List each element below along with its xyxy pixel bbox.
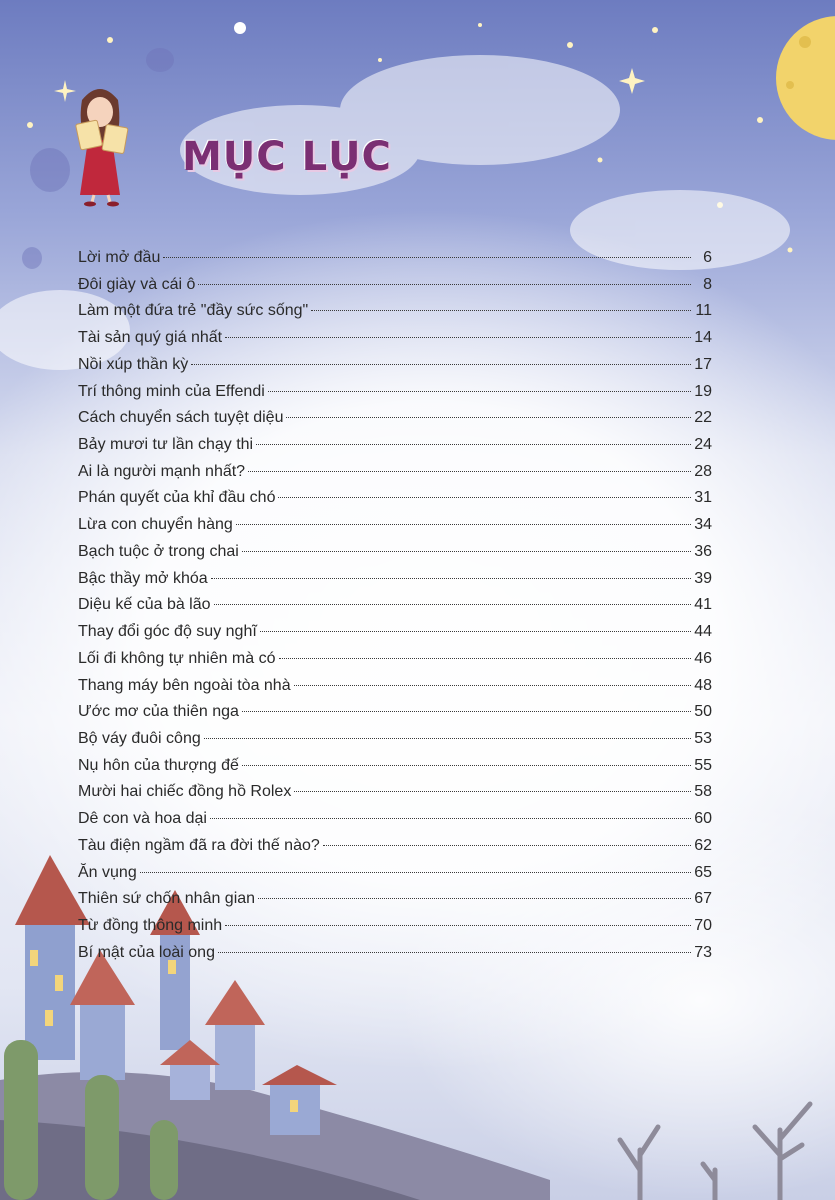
toc-entry-page: 24	[694, 436, 712, 454]
toc-entry-title: Tài sản quý giá nhất	[78, 329, 223, 347]
toc-entry	[78, 276, 712, 303]
toc-entry	[78, 703, 712, 730]
toc-entry-page: 14	[694, 329, 712, 347]
toc-entry-page: 11	[695, 302, 712, 320]
toc-entry	[78, 356, 712, 383]
toc-entry-page: 41	[694, 596, 712, 614]
toc-entry-title: Trí thông minh của Effendi	[78, 382, 265, 400]
toc-entry	[78, 810, 712, 837]
toc-entry-title: Đôi giày và cái ô	[78, 275, 196, 293]
toc-leader-dots	[163, 257, 691, 258]
toc-leader-dots	[256, 444, 691, 445]
toc-leader-dots	[198, 284, 691, 285]
toc-entry-page: 39	[694, 569, 712, 587]
toc-leader-dots	[278, 497, 691, 498]
girl-illustration	[76, 89, 129, 207]
toc-entry-page: 73	[694, 943, 712, 961]
toc-leader-dots	[260, 631, 691, 632]
toc-entry	[78, 329, 712, 356]
toc-entry	[78, 249, 712, 276]
toc-entry	[78, 677, 712, 704]
toc-leader-dots	[294, 791, 691, 792]
toc-entry-page: 62	[694, 836, 712, 854]
toc-entry-title: Ăn vụng	[78, 863, 137, 881]
toc-entry-page: 6	[703, 249, 712, 266]
toc-entry	[78, 890, 712, 917]
toc-entry-title: Ước mơ của thiên nga	[78, 703, 239, 721]
toc-entry-page: 28	[694, 462, 712, 480]
toc-entry-title: Nồi xúp thần kỳ	[78, 355, 189, 373]
toc-entry	[78, 757, 712, 784]
toc-leader-dots	[279, 658, 692, 659]
toc-entry-title: Làm một đứa trẻ "đầy sức sống"	[78, 302, 309, 320]
toc-entry-page: 8	[703, 275, 712, 293]
toc-entry-page: 70	[694, 916, 712, 934]
toc-leader-dots	[311, 310, 691, 311]
toc-entry-title: Phán quyết của khỉ đầu chó	[78, 489, 276, 507]
toc-leader-dots	[258, 898, 691, 899]
toc-entry-title: Bậc thầy mở khóa	[78, 569, 208, 587]
toc-entry-page: 65	[694, 863, 712, 881]
toc-entry-title: Từ đồng thông minh	[78, 916, 223, 934]
toc-entry-page: 22	[694, 409, 712, 427]
toc-entry-title: Bạch tuộc ở trong chai	[78, 542, 239, 560]
toc-leader-dots	[323, 845, 691, 846]
toc-leader-dots	[242, 711, 691, 712]
toc-entry-page: 55	[694, 756, 712, 774]
toc-leader-dots	[140, 872, 691, 873]
toc-entry-title: Ai là người mạnh nhất?	[78, 462, 246, 480]
toc-entry	[78, 783, 712, 810]
toc-entry	[78, 383, 712, 410]
toc-entry	[78, 570, 712, 597]
toc-entry-title: Bí mật của loài ong	[78, 943, 215, 961]
toc-leader-dots	[218, 952, 691, 953]
toc-entry	[78, 623, 712, 650]
toc-leader-dots	[268, 391, 691, 392]
toc-entry	[78, 944, 712, 971]
toc-entry	[78, 864, 712, 891]
toc-entry-title: Thay đổi góc độ suy nghĩ	[78, 623, 257, 641]
toc-entry-title: Lối đi không tự nhiên mà có	[78, 649, 276, 667]
toc-entry-page: 60	[694, 810, 712, 828]
toc-leader-dots	[242, 551, 691, 552]
toc-entry	[78, 409, 712, 436]
toc-entry	[78, 489, 712, 516]
toc-leader-dots	[214, 604, 691, 605]
toc-entry-page: 34	[694, 516, 712, 534]
toc-entry-title: Mười hai chiếc đồng hồ Rolex	[78, 783, 292, 801]
toc-leader-dots	[211, 578, 691, 579]
toc-entry	[78, 917, 712, 944]
toc-entry-page: 48	[694, 676, 712, 694]
toc-leader-dots	[294, 685, 691, 686]
toc-entry-title: Dê con và hoa dại	[78, 810, 207, 828]
toc-entry-page: 67	[694, 890, 712, 908]
toc-entry-title: Tàu điện ngầm đã ra đời thế nào?	[78, 836, 320, 854]
toc-entry	[78, 463, 712, 490]
toc-entry-title: Cách chuyển sách tuyệt diệu	[78, 409, 284, 427]
toc-entry-title: Diệu kế của bà lão	[78, 596, 211, 614]
toc-entry	[78, 302, 712, 329]
toc-leader-dots	[286, 417, 691, 418]
toc-entry-page: 19	[694, 382, 712, 400]
toc-entry-title: Lừa con chuyển hàng	[78, 516, 233, 534]
toc-entry	[78, 650, 712, 677]
toc-entry	[78, 730, 712, 757]
toc-entry-title: Lời mở đầu	[78, 249, 161, 266]
toc-entry-title: Nụ hôn của thượng đế	[78, 756, 239, 774]
toc-entry-page: 46	[694, 649, 712, 667]
page-title: MỤC LỤC	[182, 134, 392, 180]
toc-entry-page: 31	[694, 489, 712, 507]
toc-leader-dots	[248, 471, 691, 472]
table-of-contents	[78, 249, 712, 970]
toc-leader-dots	[204, 738, 691, 739]
toc-entry	[78, 543, 712, 570]
toc-entry-page: 44	[694, 623, 712, 641]
toc-entry-page: 36	[694, 542, 712, 560]
toc-entry	[78, 436, 712, 463]
moon-icon	[776, 16, 835, 140]
toc-entry-title: Bảy mươi tư lần chạy thi	[78, 436, 254, 454]
tree-decoration	[620, 1104, 810, 1200]
toc-leader-dots	[236, 524, 691, 525]
toc-leader-dots	[191, 364, 691, 365]
toc-entry-page: 17	[694, 355, 712, 373]
toc-entry	[78, 596, 712, 623]
toc-entry	[78, 516, 712, 543]
toc-leader-dots	[210, 818, 691, 819]
toc-entry	[78, 837, 712, 864]
toc-leader-dots	[225, 925, 691, 926]
toc-entry-page: 50	[694, 703, 712, 721]
toc-entry-title: Bộ váy đuôi công	[78, 729, 201, 747]
toc-entry-page: 58	[694, 783, 712, 801]
toc-entry-title: Thiên sứ chốn nhân gian	[78, 890, 256, 908]
toc-entry-title: Thang máy bên ngoài tòa nhà	[78, 676, 291, 694]
toc-leader-dots	[242, 765, 691, 766]
toc-leader-dots	[225, 337, 691, 338]
toc-entry-page: 53	[694, 729, 712, 747]
